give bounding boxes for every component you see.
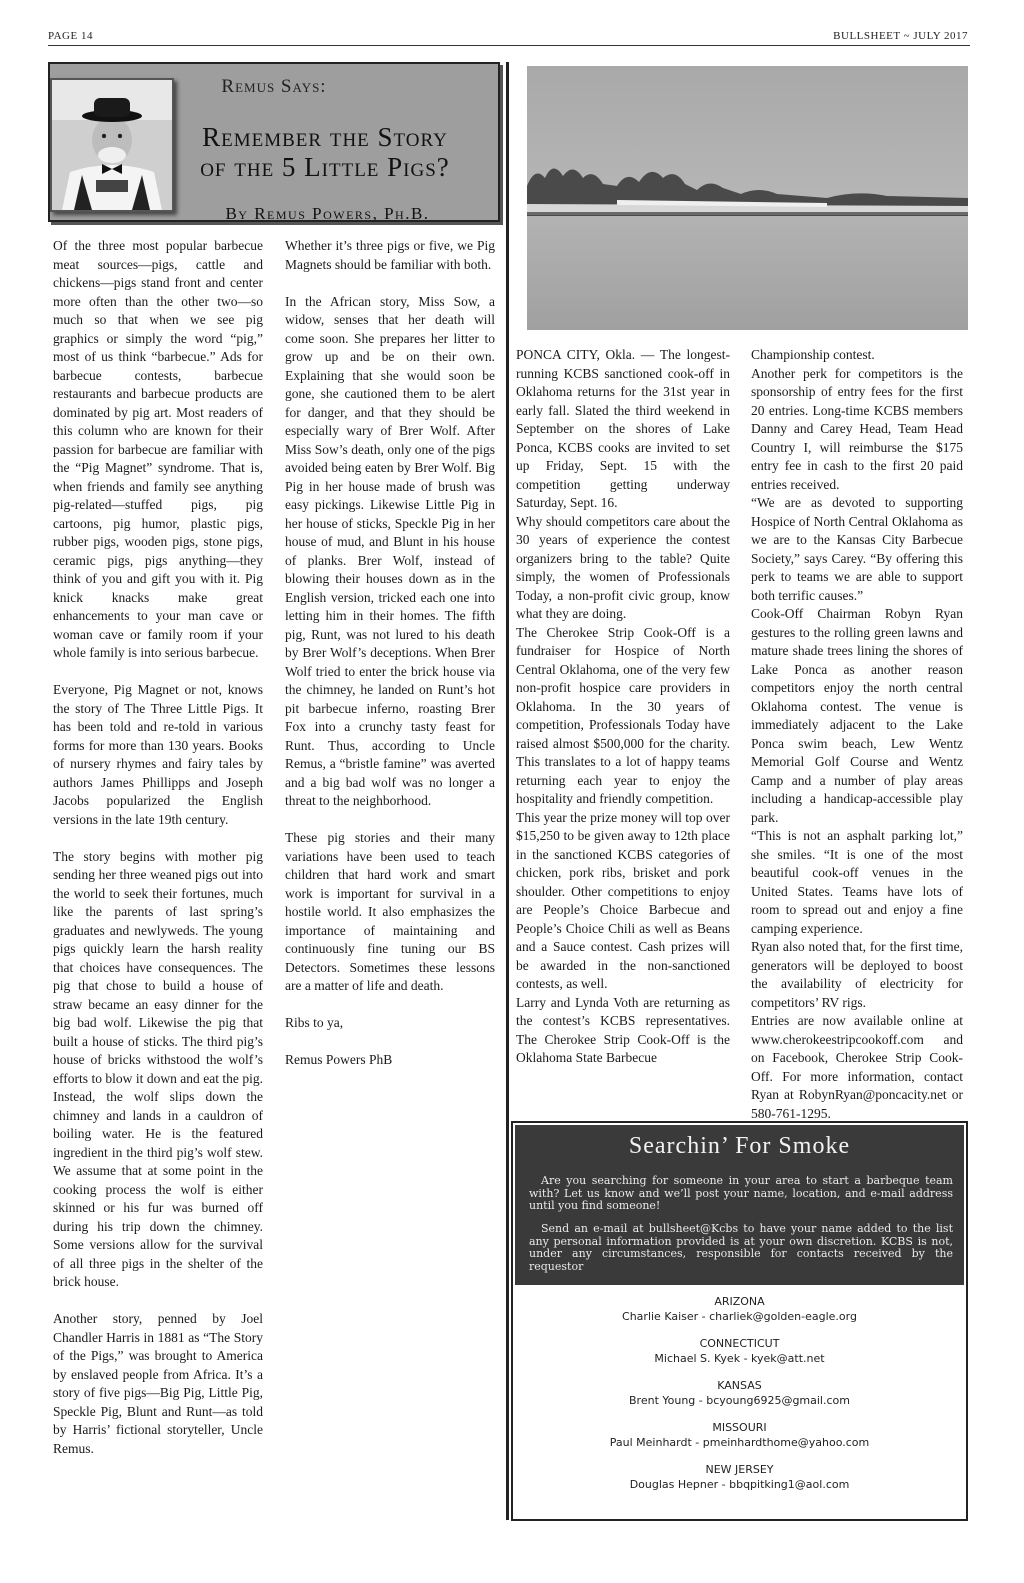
listing-item — [515, 1378, 964, 1408]
author-portrait — [50, 78, 174, 212]
column-byline: By Remus Powers, Ph.B. — [225, 204, 430, 223]
cookoff-paragraph: “We are as devoted to supporting Hospice of North Central Oklahoma as we are to the Kansas City Barbecue Society,” says Carey. “By offering this perk to teams we are able to support both terrific causes.” — [751, 495, 963, 603]
column-title-line2: of the 5 Little Pigs? — [200, 152, 450, 182]
remus-signoff: Ribs to ya, — [285, 1015, 344, 1030]
remus-paragraph: In the African story, Miss Sow, a widow, senses that her death will come soon. She prepares her litter to grow up and be on their own. Explaining that she would soon be gone, she cautioned them to be alert for danger, and that they should be especially wary of Brer Wolf. After Miss Sow’s death, only one of the pigs avoided being eaten by Brer Wolf. Big Pig in her house made of brush was easy pickings. Likewise Little Pig in her house of sticks, Speckle Pig in her house of mud, and Blunt in his house of planks. Brer Wolf, instead of blowing their houses down as in the English version, tricked each one into letting him in their homes. The fifth pig, Runt, was not lured to his death by Brer Wolf’s deceptions. When Brer Wolf tried to enter the brick house via the chimney, he landed on Runt’s hot pit barbecue inferno, roasting Brer Fox into a crunchy tasty feast for Runt. Thus, according to Uncle Remus, a “bristle famine” was averted and a big bad wolf was no longer a threat to the neighborhood. — [285, 293, 495, 808]
cookoff-paragraph: Entries are now available online at www.cherokeestripcookoff.com and on Facebook, Cherokee Strip Cook-Off. For more information, contact Ryan at RobynRyan@poncacity.net or 580-761-1295. — [751, 1013, 963, 1121]
searchin-header — [515, 1125, 964, 1285]
listing-contact: Douglas Hepner - bbqpitking1@aol.com — [629, 1478, 850, 1491]
cookoff-paragraph: “This is not an asphalt parking lot,” she smiles. “It is one of the most beautiful cook-off venues in the United States. Teams have lots of room to spread out and enjoy a fine camping experience. — [751, 828, 963, 936]
column-title — [160, 122, 490, 182]
cookoff-paragraph: Championship contest. — [751, 347, 875, 362]
listing-item — [515, 1462, 964, 1492]
listing-item — [515, 1294, 964, 1324]
column-kicker: Remus Says: — [221, 76, 327, 97]
column-divider — [506, 62, 509, 1520]
cookoff-paragraph: Ryan also noted that, for the first time, generators will be deployed to boost the availability of electricity for competitors’ RV rigs. — [751, 939, 963, 1010]
author-portrait-image — [52, 80, 172, 210]
column-title-line1: Remember the Story — [202, 122, 448, 152]
listing-item — [515, 1336, 964, 1366]
listing-state: ARIZONA — [714, 1295, 765, 1308]
listing-contact: Michael S. Kyek - kyek@att.net — [654, 1352, 825, 1365]
remus-paragraph: The story begins with mother pig sending her three weaned pigs out into the world to seek their fortunes, much like the parents of last spring’s graduates and newlyweds. The young pigs quickly learn the harsh reality that choices have consequences. The pig that chose to build a house of straw became an easy dinner for the big bad wolf. Likewise the pig that built a house of sticks. The third pig’s house of bricks withstood the wolf’s efforts to blow it down and eat the pig. Instead, the wolf slips down the chimney and lands in a cauldron of boiling water. He is the featured ingredient in the third pig’s wolf stew. We assume that at some point in the cooking process the wolf is either skinned or his fur was burned off during his trip down the chimney. Some versions allow for the survival of all three pigs in the shelter of the brick house. — [53, 848, 263, 1289]
listing-state: MISSOURI — [712, 1421, 767, 1434]
cookoff-article-column-2 — [751, 346, 963, 1123]
cookoff-paragraph: Another perk for competitors is the sponsorship of entry fees for the first 20 entries. Long-time KCBS members Danny and Carey Head, Team Head Country I, will reimburse the $175 entry fee in cash to the first 20 paid entries received. — [751, 365, 963, 492]
cookoff-paragraph: The Cherokee Strip Cook-Off is a fundraiser for Hospice of North Central Oklahoma, one of the very few non-profit hospice care providers in Oklahoma. In the 30 years of competition, Professionals Today have raised almost $500,000 for the charity. This translates to a lot of happy teams returning each year to enjoy the hospitality and friendly competition. — [516, 624, 730, 806]
lake-ponca-photo — [527, 66, 968, 330]
searchin-title: Searchin’ For Smoke — [628, 1133, 851, 1159]
cookoff-paragraph: PONCA CITY, Okla. — The longest-running KCBS sanctioned cook-off in Oklahoma returns for the 31st year in early fall. Slated the third weekend in September on the shores of Lake Ponca, KCBS cooks are invited to set up Friday, Sept. 15 with the competition getting underway Saturday, Sept. 16. — [516, 347, 730, 510]
listing-state: KANSAS — [717, 1379, 762, 1392]
listing-item — [515, 1420, 964, 1450]
page-number: PAGE 14 — [48, 30, 93, 42]
listing-contact: Brent Young - bcyoung6925@gmail.com — [629, 1394, 850, 1407]
listing-contact: Charlie Kaiser - charliek@golden-eagle.org — [622, 1310, 857, 1323]
remus-article-column-2 — [285, 237, 495, 1088]
cookoff-article-column-1 — [516, 346, 730, 1068]
remus-paragraph: These pig stories and their many variations have been used to teach children that hard work and smart work is important for survival in a hostile world. It also emphasizes the importance of maintaining and continuously fine tuning our BS Detectors. Sometimes these lessons are a matter of life and death. — [285, 830, 495, 993]
cookoff-paragraph: Why should competitors care about the 30 years of experience the contest organizers bring to the table? Quite simply, the women of Professionals Today, a non-profit civic group, know what they are doing. — [516, 513, 730, 621]
remus-paragraph: Everyone, Pig Magnet or not, knows the story of The Three Little Pigs. It has been told and re-told in various forms for more than 130 years. Books of nursery rhymes and fairy tales by authors James Phillipps and Joseph Jacobs popularized the English versions in the late 19th century. — [53, 682, 263, 827]
searchin-disclaimer: Send an e-mail at bullsheet@Kcbs to have your name added to the list any personal information provided is at your own discretion. KCBS is not, under any circumstances, responsible for contacts received by the requestor — [529, 1222, 953, 1273]
remus-signature: Remus Powers PhB — [285, 1052, 393, 1067]
remus-paragraph: Whether it’s three pigs or five, we Pig Magnets should be familiar with both. — [285, 238, 495, 272]
cookoff-paragraph: Larry and Lynda Voth are returning as the contest’s KCBS representatives. The Cherokee Strip Cook-Off is the Oklahoma State Barbecue — [516, 994, 730, 1065]
cookoff-paragraph: Cook-Off Chairman Robyn Ryan gestures to the rolling green lawns and mature shade trees lining the shores of Lake Ponca as another reason competitors enjoy the north central Oklahoma contest. The venue is immediately adjacent to the Lake Ponca swim beach, Lew Wentz Memorial Golf Course and Wentz Camp and a number of play areas including a handicap-accessible play park. — [751, 606, 963, 825]
remus-paragraph: Of the three most popular barbecue meat sources—pigs, cattle and chickens—pigs stand front and center more often than the other two—so much so that when we see pig graphics or simply the word “pig,” most of us think “barbecue.” Ads for barbecue contests, barbecue restaurants and barbecue products are dominated by pig art. Most readers of this column who are known for their passion for barbecue are familiar with the “Pig Magnet” syndrome. That is, when friends and family see anything pig-related—stuffed pigs, pig cartoons, pig humor, plastic pigs, rubber pigs, wooden pigs, stone pigs, ceramic pigs, pigs anything—they think of you and gift you with it. Pig knick knacks make great enhancements to your man cave or woman cave or family room if your whole family is into serious barbecue. — [53, 238, 263, 660]
searchin-intro: Are you searching for someone in your area to start a barbeque team with? Let us know and we’ll post your name, location, and e-mail address until you find someone! — [529, 1174, 953, 1212]
listing-contact: Paul Meinhardt - pmeinhardthome@yahoo.com — [609, 1436, 870, 1449]
remus-article-column-1 — [53, 237, 263, 1477]
remus-paragraph: Another story, penned by Joel Chandler Harris in 1881 as “The Story of the Pigs,” was brought to America by enslaved people from Africa. It’s a story of five pigs—Big Pig, Little Pig, Speckle Pig, Blunt and Runt—as told by Harris’ fictional storyteller, Uncle Remus. — [53, 1311, 263, 1456]
listing-state: CONNECTICUT — [699, 1337, 780, 1350]
top-rule — [48, 45, 970, 46]
listing-state: NEW JERSEY — [705, 1463, 774, 1476]
cookoff-paragraph: This year the prize money will top over $15,250 to be given away to 12th place in the sanctioned KCBS categories of chicken, pork ribs, brisket and pork shoulder. Other competitions to enjoy are People’s Choice Barbecue and People’s Choice Chili as well as Beans and a Sauce contest. Cash prizes will be awarded in the non-sanctioned contests, as well. — [516, 809, 730, 991]
lake-photo-image — [527, 66, 968, 330]
publication-date: BULLSHEET ~ JULY 2017 — [833, 30, 968, 42]
